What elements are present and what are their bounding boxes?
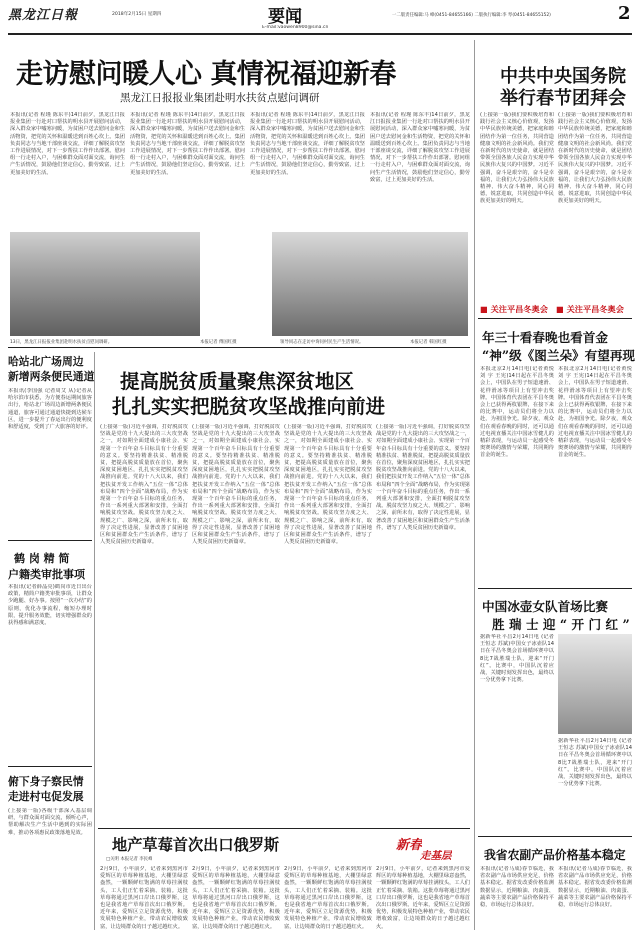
strawberry-body-col3: 2月9日，小年前夕，记者来到黑河市爱辉区的草莓种植基地，大棚里绿意盎然，一颗颗鲜红饱满的草莓挂满枝头，工人们正忙着采摘、装箱。这批草莓将通过黑河口岸出口俄罗斯，这也是我省地产草莓首次出口俄罗斯。近年来，爱辉区立足资源优势，积极发展特色种植产业，带动农民增收致富，让边境群众的日子越过越红火。: [284, 866, 372, 930]
brand-chun: 春: [409, 838, 423, 853]
brand-zoujiceng: 走基层: [420, 850, 452, 862]
tag-pyeongchang-1: ■ 关注平昌冬奥会: [480, 304, 548, 314]
curling-rule: [478, 836, 632, 837]
brand-xin: 新: [396, 838, 410, 853]
haerbin-headline-line2: 新增两条便民通道: [8, 370, 95, 383]
tuanbai-headline-line1: 中共中央国务院: [500, 66, 626, 87]
lead-photo-caption: 13日，黑龙江日报报业集团赴明水扶贫点慰问调研。: [10, 340, 113, 345]
cctv-rule: [478, 588, 632, 589]
poverty-headline-line2: 扎扎实实把脱贫攻坚战推向前进: [112, 395, 386, 418]
editor-contacts: 一二版责任编辑:马 峰(0451-84655166) 二版执行编辑:李 琴(0451-84655152): [392, 13, 551, 18]
page-number: 2: [618, 3, 631, 24]
fusheng-headline-line1: 俯下身子察民情: [8, 775, 84, 788]
strawberry-body-col2: 2月9日，小年前夕，记者来到黑河市爱辉区的草莓种植基地，大棚里绿意盎然，一颗颗鲜红饱满的草莓挂满枝头，工人们正忙着采摘、装箱。这批草莓将通过黑河口岸出口俄罗斯，这也是我省地产草莓首次出口俄罗斯。近年来，爱辉区立足资源优势，积极发展特色种植产业，带动农民增收致富，让边境群众的日子越过越红火。: [192, 866, 280, 930]
right-col-divider: [474, 40, 475, 930]
tag-pyeongchang-2: ■ 关注平昌冬奥会: [556, 304, 624, 314]
lead-headline: 走访慰问暖人心 真情祝福迎新春: [16, 59, 396, 90]
section-email: E-mail:vaowen8900@sina.cn: [262, 25, 329, 30]
poverty-rule: [98, 828, 470, 829]
cctv-body-col2: 本报北京2月14日电(记者黄悦 刘 宇 王宪)14日起在平昌冬奥会上，中国队在男子短道速滑、花样滑冰等项目上有望冲击奖牌。中国体育代表团在平昌冬奥会上已获得两枚银牌，在接下来的比赛中，运动员们将全力以赴，为祖国争光。除夕夜，观众们在观看春晚的同时，还可以通过电视直播关注中国冰雪健儿的精彩表现，与运动员一起感受冬奥赛场的激情与荣耀，共同期待首金的诞生。: [558, 366, 632, 459]
hegang-headline-line2: 户籍类审批事项: [8, 568, 85, 581]
lead-body-col3: 本报讯(记者 程瑾 陈东丰)14日前夕，黑龙江日报报业集团一行赴对口帮扶的明水县开展慰问活动，深入群众家中嘘寒问暖，为贫困户送去慰问金和生活物资，把党的关怀和温暖送到百姓心坎上。集团负责同志与当地干部座谈交流，详细了解脱贫攻坚工作进展情况，对下一步帮扶工作作出部署。慰问组一行走村入户，与困难群众面对面交流，询问生产生活情况，鼓励他们坚定信心，勤劳致富，过上更加美好的生活。: [250, 112, 365, 176]
newspaper-logo: 黑龙江日報: [8, 8, 79, 23]
curling-headline-line2: 胜 瑞 士 迎 “ 开 门 红 ”: [492, 617, 630, 632]
tag-rule: [478, 318, 632, 319]
strawberry-body-col1: 2月9日，小年前夕，记者来到黑河市爱辉区的草莓种植基地，大棚里绿意盎然，一颗颗鲜红饱满的草莓挂满枝头，工人们正忙着采摘、装箱。这批草莓将通过黑河口岸出口俄罗斯，这也是我省地产草莓首次出口俄罗斯。近年来，爱辉区立足资源优势，积极发展特色种植产业，带动农民增收致富，让边境群众的日子越过越红火。: [100, 866, 188, 930]
hegang-headline-line1: 鹤 岗 精 简: [14, 552, 70, 565]
brand-xinchun: [396, 834, 422, 853]
lead-photo-side: [272, 232, 468, 336]
fusheng-body: (上接第一版)各级干部深入基层调研，与群众面对面交流，倾听心声，帮助解决生产生活中遇到的实际困难，推动各项惠民政策落地见效。: [8, 808, 92, 836]
strawberry-byline: □关明 本报记者 李民峰: [106, 857, 153, 862]
fusheng-headline-line2: 走进村屯促发展: [8, 790, 84, 803]
lead-subheadline: 黑龙江日报报业集团赴明水扶贫点慰问调研: [120, 92, 320, 104]
lead-rule: [8, 347, 470, 348]
haerbin-body: 本报讯(李国强 记者周艾 从)记者从哈尔滨市获悉，为方便春运期间旅客出行，哈站北广场周边新增两条便民通道，旅客可通过通道快捷到达候车区，进一步提升了春运出行的便利度和舒适度，受到了广大旅客的好评。: [8, 388, 92, 431]
strawberry-headline: 地产草莓首次出口俄罗斯: [112, 836, 280, 854]
poverty-headline-line1: 提高脱贫质量聚焦深贫地区: [120, 370, 355, 393]
curling-photo: [558, 634, 632, 734]
strawberry-body-col4: 2月9日，小年前夕，记者来到黑河市爱辉区的草莓种植基地，大棚里绿意盎然，一颗颗鲜红饱满的草莓挂满枝头，工人们正忙着采摘、装箱。这批草莓将通过黑河口岸出口俄罗斯，这也是我省地产草莓首次出口俄罗斯。近年来，爱辉区立足资源优势，积极发展特色种植产业，带动农民增收致富，让边境群众的日子越过越红火。: [376, 866, 470, 930]
lead-body-col2: 本报讯(记者 程瑾 陈东丰)14日前夕，黑龙江日报报业集团一行赴对口帮扶的明水县开展慰问活动，深入群众家中嘘寒问暖，为贫困户送去慰问金和生活物资，把党的关怀和温暖送到百姓心坎上。集团负责同志与当地干部座谈交流，详细了解脱贫攻坚工作进展情况，对下一步帮扶工作作出部署。慰问组一行走村入户，与困难群众面对面交流，询问生产生活情况，鼓励他们坚定信心，勤劳致富，过上更加美好的生活。: [130, 112, 245, 176]
hegang-rule: [8, 766, 92, 767]
cctv-body-col1: 本报北京2月14日电(记者黄悦 刘 宇 王宪)14日起在平昌冬奥会上，中国队在男子短道速滑、花样滑冰等项目上有望冲击奖牌。中国体育代表团在平昌冬奥会上已获得两枚银牌，在接下来的比赛中，运动员们将全力以赴，为祖国争光。除夕夜，观众们在观看春晚的同时，还可以通过电视直播关注中国冰雪健儿的精彩表现，与运动员一起感受冬奥赛场的激情与荣耀，共同期待首金的诞生。: [480, 366, 554, 459]
poverty-body-col3: (上接第一版)习近平强调，打好脱贫攻坚战是党的十九大提出的三大攻坚战之一，对如期全面建成小康社会、实现第一个百年奋斗目标具有十分重要的意义。要坚持精准扶贫、精准脱贫，把提高脱贫质量放在首位，聚焦深度贫困地区，扎扎实实把脱贫攻坚战推向前进。党的十八大以来，我们把扶贫开发工作纳入“五位一体”总体布局和“四个全面”战略布局，作为实现第一个百年奋斗目标的重点任务，作出一系列重大部署和安排，全面打响脱贫攻坚战。脱贫攻坚力度之大、规模之广、影响之深，前所未有，取得了决定性进展，显著改善了贫困地区和贫困群众生产生活条件，谱写了人类反贫困历史新篇章。: [284, 424, 372, 546]
lead-photo-credit: 本报记者 傅国红摄: [200, 340, 237, 345]
left-col-divider: [94, 352, 95, 930]
price-headline: 我省农副产品价格基本稳定: [484, 848, 626, 862]
curling-body-col1: 据新华社平昌2月14日电 (记者王恒志 苏斌)中国女子冰壶队14日在平昌冬奥会首场循环赛中以8比7战胜瑞士队，迎来“开门红”。比赛中，中国队沉着应战，关键时刻发挥出色，最终以一分优势拿下比赛。: [480, 634, 554, 684]
lead-side-caption: 领导同志在走访中询问村民生产生活情况。: [280, 340, 364, 345]
masthead-rule: [8, 33, 632, 35]
curling-body-col2: 据新华社平昌2月14日电 (记者王恒志 苏斌)中国女子冰壶队14日在平昌冬奥会首场循环赛中以8比7战胜瑞士队，迎来“开门红”。比赛中，中国队沉着应战，关键时刻发挥出色，最终以一分优势拿下比赛。: [558, 738, 632, 788]
tuanbai-headline-line2: 举行春节团拜会: [500, 88, 626, 109]
poverty-body-col1: (上接第一版)习近平强调，打好脱贫攻坚战是党的十九大提出的三大攻坚战之一，对如期全面建成小康社会、实现第一个百年奋斗目标具有十分重要的意义。要坚持精准扶贫、精准脱贫，把提高脱贫质量放在首位，聚焦深度贫困地区，扎扎实实把脱贫攻坚战推向前进。党的十八大以来，我们把扶贫开发工作纳入“五位一体”总体布局和“四个全面”战略布局，作为实现第一个百年奋斗目标的重点任务，作出一系列重大部署和安排，全面打响脱贫攻坚战。脱贫攻坚力度之大、规模之广、影响之深，前所未有，取得了决定性进展，显著改善了贫困地区和贫困群众生产生活条件，谱写了人类反贫困历史新篇章。: [100, 424, 188, 546]
poverty-body-col2: (上接第一版)习近平强调，打好脱贫攻坚战是党的十九大提出的三大攻坚战之一，对如期全面建成小康社会、实现第一个百年奋斗目标具有十分重要的意义。要坚持精准扶贫、精准脱贫，把提高脱贫质量放在首位，聚焦深度贫困地区，扎扎实实把脱贫攻坚战推向前进。党的十八大以来，我们把扶贫开发工作纳入“五位一体”总体布局和“四个全面”战略布局，作为实现第一个百年奋斗目标的重点任务，作出一系列重大部署和安排，全面打响脱贫攻坚战。脱贫攻坚力度之大、规模之广、影响之深，前所未有，取得了决定性进展，显著改善了贫困地区和贫困群众生产生活条件，谱写了人类反贫困历史新篇章。: [192, 424, 280, 546]
haerbin-rule: [8, 540, 92, 541]
haerbin-headline-line1: 哈站北广场周边: [8, 355, 84, 368]
cctv-headline-line1: 年三十看春晚也看首金: [482, 330, 608, 345]
price-body-col1: 本报讯(记者马成)春节临近，我省农副产品市场供应充足，价格基本稳定。据省发改委价格监测数据显示，近期粮油、肉禽蛋、蔬菜等主要农副产品价格保持平稳，市场运行总体良好。: [480, 866, 554, 909]
price-body-col2: 本报讯(记者马成)春节临近，我省农副产品市场供应充足，价格基本稳定。据省发改委价格监测数据显示，近期粮油、肉禽蛋、蔬菜等主要农副产品价格保持平稳，市场运行总体良好。: [558, 866, 632, 909]
curling-headline-line1: 中国冰壶女队首场比赛: [482, 599, 608, 614]
tuanbai-body-col2: (上接第一版)我们要积极培育和践行社会主义核心价值观，发扬中华民族传统美德，把家庭和睦团结作为第一位任务，共同营造健康文明的社会新风尚。我们党在新时代的历史使命，就是团结带领全国各族人民奋力实现中华民族伟大复兴的中国梦。习近平强调，奋斗是艰辛的，奋斗是幸福的，让我们大力弘扬伟大民族精神、伟大奋斗精神，同心同德，锐意进取，共同创造中华民族更加美好的明天。: [558, 112, 632, 205]
tuanbai-body-col1: (上接第一版)我们要积极培育和践行社会主义核心价值观，发扬中华民族传统美德，把家庭和睦团结作为第一位任务，共同营造健康文明的社会新风尚。我们党在新时代的历史使命，就是团结带领全国各族人民奋力实现中华民族伟大复兴的中国梦。习近平强调，奋斗是艰辛的，奋斗是幸福的，让我们大力弘扬伟大民族精神、伟大奋斗精神，同心同德，锐意进取，共同创造中华民族更加美好的明天。: [480, 112, 554, 205]
issue-date: 2018年2月15日 星期四: [112, 12, 162, 17]
hegang-body: 本报讯(记者薛晶亮)鹤岗市近日出台政策，精简户籍类审批事项，让群众少跑腿、好办事。按照“一次办结”的原则，优化办事流程，缩短办理时限，提升服务效能，切实增强群众的获得感和满意度。: [8, 584, 92, 627]
poverty-body-col4: (上接第一版)习近平强调，打好脱贫攻坚战是党的十九大提出的三大攻坚战之一，对如期全面建成小康社会、实现第一个百年奋斗目标具有十分重要的意义。要坚持精准扶贫、精准脱贫，把提高脱贫质量放在首位，聚焦深度贫困地区，扎扎实实把脱贫攻坚战推向前进。党的十八大以来，我们把扶贫开发工作纳入“五位一体”总体布局和“四个全面”战略布局，作为实现第一个百年奋斗目标的重点任务，作出一系列重大部署和安排，全面打响脱贫攻坚战。脱贫攻坚力度之大、规模之广、影响之深，前所未有，取得了决定性进展，显著改善了贫困地区和贫困群众生产生活条件，谱写了人类反贫困历史新篇章。: [376, 424, 470, 531]
lead-side-credit: 本报记者 韩国红摄: [410, 340, 447, 345]
lead-body-col4: 本报讯(记者 程瑾 陈东丰)14日前夕，黑龙江日报报业集团一行赴对口帮扶的明水县开展慰问活动，深入群众家中嘘寒问暖，为贫困户送去慰问金和生活物资，把党的关怀和温暖送到百姓心坎上。集团负责同志与当地干部座谈交流，详细了解脱贫攻坚工作进展情况，对下一步帮扶工作作出部署。慰问组一行走村入户，与困难群众面对面交流，询问生产生活情况，鼓励他们坚定信心，勤劳致富，过上更加美好的生活。: [370, 112, 470, 183]
cctv-headline-line2: “神”级《图兰朵》有望再现: [482, 348, 636, 363]
lead-body-col1: 本报讯(记者 程瑾 陈东丰)14日前夕，黑龙江日报报业集团一行赴对口帮扶的明水县开展慰问活动，深入群众家中嘘寒问暖，为贫困户送去慰问金和生活物资，把党的关怀和温暖送到百姓心坎上。集团负责同志与当地干部座谈交流，详细了解脱贫攻坚工作进展情况，对下一步帮扶工作作出部署。慰问组一行走村入户，与困难群众面对面交流，询问生产生活情况，鼓励他们坚定信心，勤劳致富，过上更加美好的生活。: [10, 112, 125, 176]
lead-photo-main: [10, 232, 200, 336]
section-title: 要闻: [268, 7, 302, 27]
